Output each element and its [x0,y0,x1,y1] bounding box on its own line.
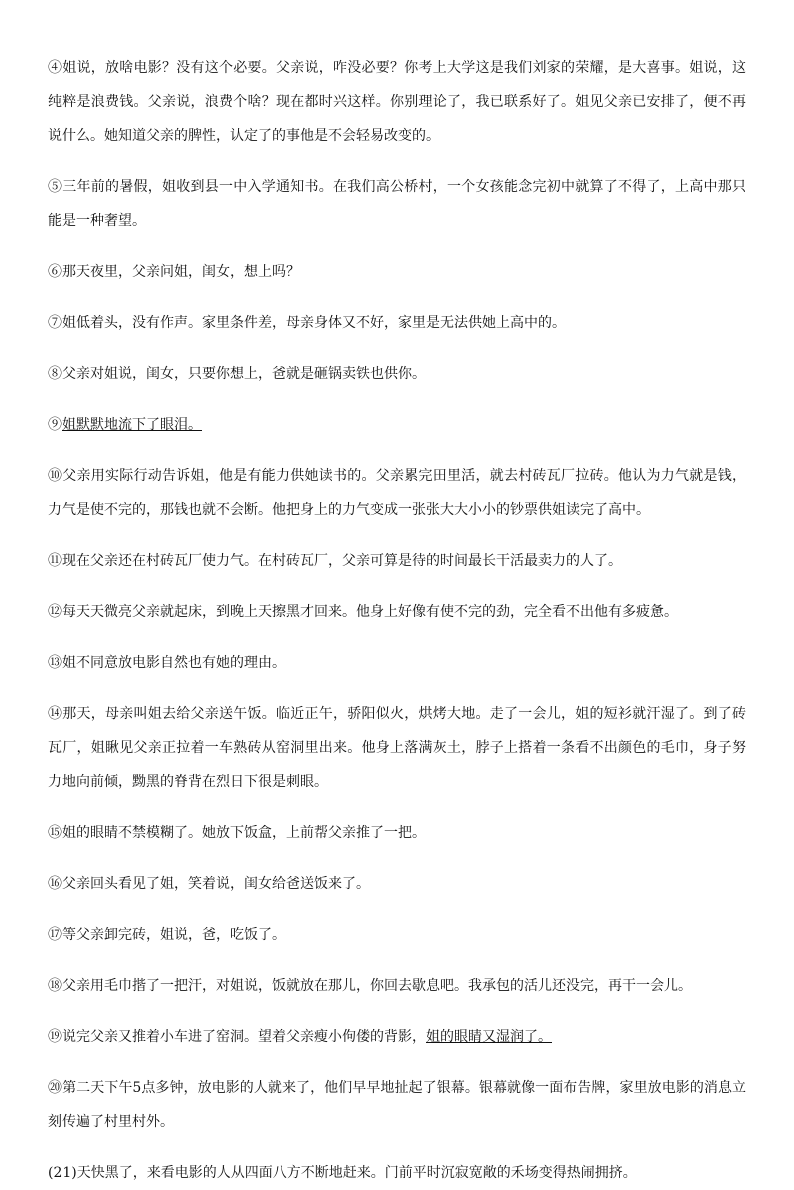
paragraph-text: 每天天微亮父亲就起床，到晚上天擦黑才回来。他身上好像有使不完的劲，完全看不出他有多疲惫。 [62,604,678,620]
paragraph-text: 天快黑了，来看电影的人从四面八方不断地赶来。门前平时沉寂宽敞的禾场变得热闹拥挤。 [76,1165,637,1181]
paragraph-number: ⑬ [48,655,62,671]
paragraph-text: 父亲用毛巾揩了一把汗，对姐说，饭就放在那儿，你回去歇息吧。我承包的活儿还没完，再干一会儿。 [62,978,692,994]
paragraph-6 [48,255,746,289]
paragraph-9 [48,408,746,442]
paragraph-number: ⑦ [48,315,62,331]
paragraph-17 [48,918,746,952]
paragraph-4 [48,51,746,153]
paragraph-text: 等父亲卸完砖，姐说，爸，吃饭了。 [62,927,286,943]
paragraph-14 [48,697,746,799]
paragraph-number: ⑤ [48,179,63,195]
paragraph-text: 那天夜里，父亲问姐，闺女，想上吗？ [62,264,300,280]
paragraph-8 [48,357,746,391]
paragraph-text: 姐不同意放电影自然也有她的理由。 [62,655,286,671]
paragraph-number: ④ [48,60,63,76]
paragraph-number: ⑧ [48,366,62,382]
paragraph-11 [48,544,746,578]
paragraph-number: ⑮ [48,825,62,841]
paragraph-number: ⑯ [48,876,62,892]
paragraph-12 [48,595,746,629]
paragraph-21 [48,1156,746,1190]
paragraph-number: ⑳ [48,1080,63,1096]
paragraph-13 [48,646,746,680]
paragraph-text: 父亲用实际行动告诉姐，他是有能力供她读书的。父亲累完田里活，就去村砖瓦厂拉砖。他认为力气就是钱，力气是使不完的，那钱也就不会断。他把身上的力气变成一张张大大小小的钞票供姐读完了高中。 [48,468,746,518]
paragraph-number: (21) [48,1165,77,1181]
paragraph-15 [48,816,746,850]
paragraph-19 [48,1020,746,1054]
underlined-sentence: 姐默默地流下了眼泪。 [62,417,202,433]
paragraph-10 [48,459,746,527]
paragraph-number: ⑲ [48,1029,62,1045]
paragraph-7 [48,306,746,340]
underlined-sentence: 姐的眼睛又湿润了。 [426,1029,552,1045]
paragraph-number: ⑰ [48,927,62,943]
paragraph-16 [48,867,746,901]
paragraph-number: ⑱ [48,978,62,994]
paragraph-text: 父亲回头看见了姐，笑着说，闺女给爸送饭来了。 [62,876,370,892]
paragraph-text: 第二天下午5点多钟，放电影的人就来了，他们早早地扯起了银幕。银幕就像一面布告牌，家里放电影的消息立刻传遍了村里村外。 [48,1080,747,1130]
paragraph-number: ⑨ [48,417,62,433]
paragraph-5 [48,170,746,238]
paragraph-text: 三年前的暑假，姐收到县一中入学通知书。在我们高公桥村，一个女孩能念完初中就算了不得了，上高中那只能是一种奢望。 [48,179,746,229]
paragraph-text: 父亲对姐说，闺女，只要你想上，爸就是砸锅卖铁也供你。 [62,366,426,382]
paragraph-number: ⑫ [48,604,62,620]
paragraph-text: 现在父亲还在村砖瓦厂使力气。在村砖瓦厂，父亲可算是待的时间最长干活最卖力的人了。 [62,553,622,569]
paragraph-number: ⑥ [48,264,62,280]
paragraph-20 [48,1071,746,1139]
paragraph-text: 说完父亲又推着小车进了窑洞。望着父亲瘦小佝偻的背影， [62,1029,426,1045]
paragraph-text: 姐的眼睛不禁模糊了。她放下饭盒，上前帮父亲推了一把。 [62,825,426,841]
paragraph-text: 那天，母亲叫姐去给父亲送午饭。临近正午，骄阳似火，烘烤大地。走了一会儿，姐的短衫就汗湿了。到了砖瓦厂，姐瞅见父亲正拉着一车熟砖从窑洞里出来。他身上落满灰土，脖子上搭着一条看不出颜色的毛巾，身子努力地向前倾，黝黑的脊背在烈日下很是刺眼。 [48,706,746,790]
paragraph-number: ⑩ [48,468,63,484]
paragraph-text: 姐说，放啥电影？没有这个必要。父亲说，咋没必要？你考上大学这是我们刘家的荣耀，是大喜事。姐说，这纯粹是浪费钱。父亲说，浪费个啥？现在都时兴这样。你别理论了，我已联系好了。姐见父亲已安排了，便不再说什么。她知道父亲的脾性，认定了的事他是不会轻易改变的。 [48,60,746,144]
paragraph-number: ⑪ [48,553,62,569]
paragraph-number: ⑭ [48,706,63,722]
paragraph-18 [48,969,746,1003]
paragraph-text: 姐低着头，没有作声。家里条件差，母亲身体又不好，家里是无法供她上高中的。 [62,315,566,331]
